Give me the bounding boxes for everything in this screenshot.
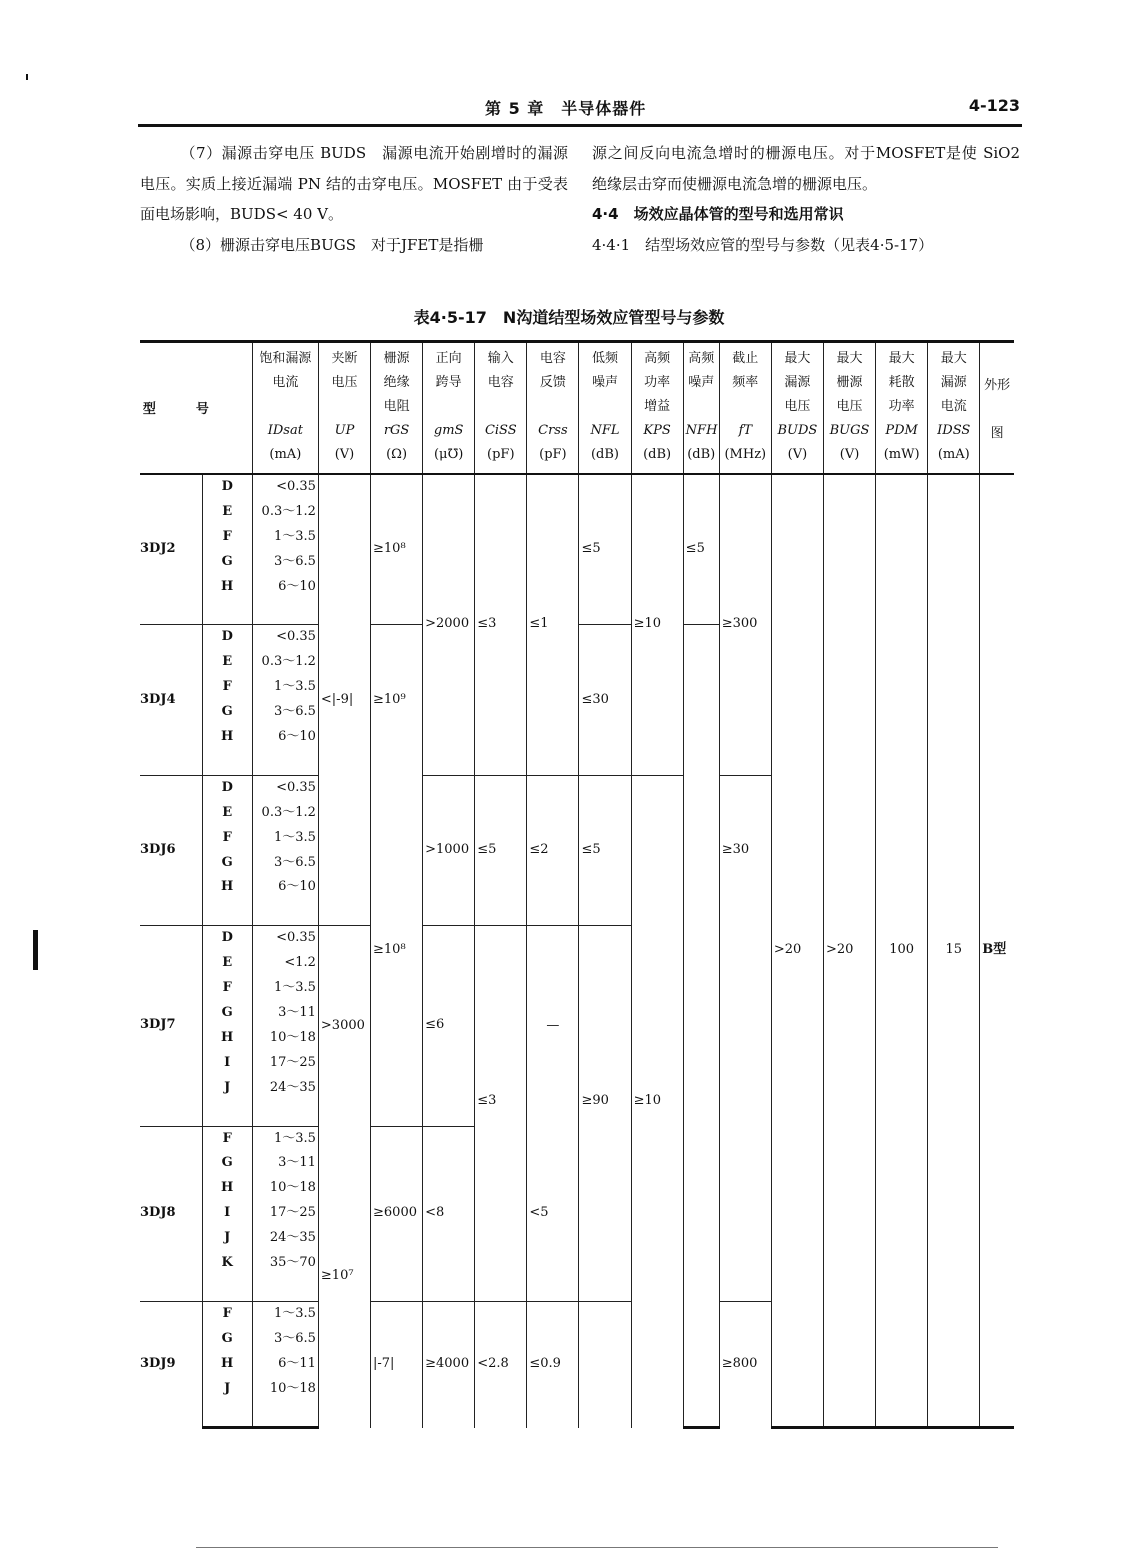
h-line: 最大 [836,351,863,366]
h-line: 绝缘 [383,375,410,390]
h-line: IDsat [267,423,303,438]
header-bugs [823,342,875,475]
table-title: 表4·5-17 N沟道结型场效应管型号与参数 [413,308,725,327]
ciss-value: <8 [423,1126,475,1301]
nfl-blank [579,1301,631,1428]
header-up [318,342,370,475]
h-line: 功率 [888,399,915,414]
section-heading-4-4: 4·4 场效应晶体管的型号和选用常识 [592,205,844,223]
crss-value: ≤1 [527,474,579,775]
h-line: 反馈 [539,375,566,390]
kps-value: ≥10 [631,474,683,775]
grade: K [202,1251,252,1276]
crss-value: ≤2 [527,775,579,925]
idsat: 17～25 [252,1051,318,1076]
h-line: PDM [885,423,918,438]
h-line: 高频 [688,351,715,366]
header-pdm [876,342,928,475]
idsat: <0.35 [252,625,318,650]
ciss-value: <2.8 [475,1301,527,1428]
nfl-value: <5 [527,1126,579,1301]
idsat: 0.3～1.2 [252,801,318,826]
idsat: 10～18 [252,1377,318,1402]
grade: J [202,1226,252,1251]
rgs-value: ≥10⁷ [318,1126,370,1428]
idsat: 6～10 [252,575,318,600]
grade: D [202,625,252,650]
nfl-value: ≤30 [579,625,631,775]
grade: D [202,775,252,800]
h-line: (pF) [539,447,567,462]
h-line: 电阻 [383,399,410,414]
grade: H [202,1352,252,1377]
nfh-blank [683,775,719,1428]
idsat: 1～3.5 [252,1301,318,1326]
nfl-value: ≤5 [579,775,631,925]
grade: H [202,725,252,750]
h-line: (V) [787,447,808,462]
scan-speck [26,74,28,80]
grade-spacer [202,1276,252,1301]
h-line: (dB) [687,447,716,462]
rgs-value: ≥10⁹ [371,625,423,775]
chapter-title: 第 5 章 半导体器件 [485,99,647,118]
h-line: KPS [643,423,671,438]
h-line: (mA) [269,447,302,462]
grade: F [202,525,252,550]
idsat: <0.35 [252,926,318,951]
h-line: 高频 [644,351,671,366]
h-line: NFH [685,423,718,438]
model-3DJ4: 3DJ4 [140,625,202,775]
shape-value: B型 [980,474,1014,1428]
idsat: 3～6.5 [252,1327,318,1352]
crss-value: ≤3 [475,926,527,1276]
up-value: |-7| [371,1301,423,1428]
idsat: 3～11 [252,1001,318,1026]
model-3DJ2: 3DJ2 [140,474,202,625]
idsat: 1～3.5 [252,675,318,700]
grade: G [202,1001,252,1026]
h-line: (dB) [590,447,620,462]
grade: F [202,1126,252,1151]
grade: F [202,675,252,700]
grade: E [202,500,252,525]
grade: E [202,951,252,976]
h-line: 跨导 [435,375,462,390]
up-value: <|-9| [318,474,370,926]
header-rgs [371,342,423,475]
idsat: 6～11 [252,1352,318,1377]
ft-value: ≥800 [719,1301,771,1428]
h-line: 最大 [888,351,915,366]
h-line: NFL [590,423,620,438]
grade: E [202,650,252,675]
scan-bottom-line [196,1547,998,1548]
paragraph-7: （7）漏源击穿电压 BUDS 漏源电流开始剧增时的漏源电压。实质上接近漏端 PN 结的击穿电压。MOSFET 由于受表面电场影响，BUDS< 40 V。 [140,144,568,223]
h-line: 正向 [435,351,462,366]
h-line: 电容 [539,351,566,366]
h-line: 电流 [940,399,967,414]
model-3DJ9: 3DJ9 [140,1301,202,1428]
paragraph-8: （8）栅源击穿电压BUGS 对于JFET是指栅 [180,235,484,254]
h-line: 噪声 [688,375,715,390]
ft-value: ≥30 [719,775,771,925]
idsat-spacer [252,1276,318,1301]
grade: H [202,1026,252,1051]
pdm-value: 100 [876,474,928,1428]
h-line: BUDS [777,423,818,438]
h-line: 饱和漏源 [259,351,312,366]
h-line: (V) [839,447,860,462]
idsat: <0.35 [252,474,318,500]
h-line: 频率 [732,375,759,390]
h-line: Crss [538,423,568,438]
idss-value: 15 [928,474,980,1428]
grade-spacer [202,750,252,775]
h-line: 增益 [644,399,671,414]
header-nfh [683,342,719,475]
page-header [140,96,1020,124]
jfet-spec-table [140,340,1014,1429]
h-line: 耗散 [888,375,915,390]
nfh-value [683,625,719,775]
idsat: 0.3～1.2 [252,650,318,675]
h-line: (V) [334,447,355,462]
crss-value: ≤0.9 [527,1301,579,1428]
idsat-spacer [252,600,318,625]
h-line: (MHz) [724,447,767,462]
h-line: (mW) [883,447,920,462]
h-line: 最大 [940,351,967,366]
grade: J [202,1076,252,1101]
h-line: 输入 [487,351,514,366]
idsat: 17～25 [252,1201,318,1226]
gms-value: >3000 [318,926,370,1126]
h-line: (dB) [643,447,672,462]
h-line: 最大 [784,351,811,366]
header-nfl [579,342,631,475]
h-line: 低频 [592,351,619,366]
h-line: 漏源 [940,375,967,390]
idsat-spacer [252,750,318,775]
h-line: fT [738,423,753,438]
grade-spacer [202,600,252,625]
h-line: (μ℧) [433,447,464,462]
right-column [592,138,1020,260]
ft-value: ≥90 [579,926,631,1276]
h-line: (pF) [487,447,515,462]
idsat: 24～35 [252,1076,318,1101]
kps-value: ≥10 [631,775,683,1428]
grade: F [202,1301,252,1326]
grade: H [202,875,252,900]
header-ft [719,342,771,475]
h-line: 电流 [272,375,299,390]
buds-value: >20 [771,474,823,1428]
rgs-value: ≥10⁸ [371,474,423,625]
h-line: (Ω) [386,447,408,462]
model-3DJ6: 3DJ6 [140,775,202,925]
gms-value: >1000 [423,775,475,925]
grade: I [202,1201,252,1226]
idsat-spacer [252,1401,318,1427]
h-line: 功率 [644,375,671,390]
nfh-value: ≤5 [683,474,719,625]
gms-value: >2000 [423,474,475,775]
page-number: 4-123 [968,96,1020,115]
h-line: CiSS [484,423,517,438]
idsat: <0.35 [252,775,318,800]
header-gms [423,342,475,475]
idsat: 3～6.5 [252,550,318,575]
ciss-value: ≤3 [475,474,527,775]
nfl-value: — [527,926,579,1126]
h-line: 外形 [984,378,1011,393]
bugs-value: >20 [823,474,875,1428]
grade-spacer [202,1401,252,1427]
grade: G [202,550,252,575]
idsat-spacer [252,900,318,925]
h-line: UP [334,423,355,438]
h-line: 漏源 [784,375,811,390]
h-line: 栅源 [836,375,863,390]
idsat: 35～70 [252,1251,318,1276]
subsection-heading-4-4-1: 4·4·1 结型场效应管的型号与参数（见表4·5-17） [592,235,934,254]
header-crss [527,342,579,475]
idsat: 3～6.5 [252,700,318,725]
grade: D [202,926,252,951]
idsat: 3～11 [252,1151,318,1176]
table-header-row [140,342,1014,475]
header-idsat [252,342,318,475]
ciss-value: ≤5 [475,775,527,925]
header-ciss [475,342,527,475]
grade: G [202,1151,252,1176]
nfl-value: ≤5 [579,474,631,625]
idsat: 1～3.5 [252,826,318,851]
grade-spacer [202,900,252,925]
table-row [140,474,1014,500]
grade-spacer [202,1101,252,1126]
grade: F [202,826,252,851]
grade: F [202,976,252,1001]
header-idss [928,342,980,475]
grade: G [202,1327,252,1352]
h-line: 夹断 [331,351,358,366]
idsat: 1～3.5 [252,976,318,1001]
h-line: 栅源 [383,351,410,366]
idsat: 1～3.5 [252,1126,318,1151]
h-line: 电压 [836,399,863,414]
idsat: 6～10 [252,875,318,900]
ciss-value: ≤6 [423,926,475,1126]
idsat: <1.2 [252,951,318,976]
h-line: rGS [383,423,410,438]
h-line: IDSS [937,423,971,438]
grade: G [202,851,252,876]
idsat: 0.3～1.2 [252,500,318,525]
header-rule [138,124,1022,127]
grade: H [202,1176,252,1201]
idsat-spacer [252,1101,318,1126]
header-buds [771,342,823,475]
grade: H [202,575,252,600]
h-line: 截止 [732,351,759,366]
h-line: 电压 [331,375,358,390]
header-kps [631,342,683,475]
h-line: 电容 [487,375,514,390]
header-shape [980,342,1014,475]
grade: J [202,1377,252,1402]
scan-speck [33,930,38,970]
h-line: gmS [433,423,464,438]
idsat: 10～18 [252,1176,318,1201]
idsat: 3～6.5 [252,851,318,876]
rgs-value: ≥10⁸ [371,775,423,1126]
idsat: 6～10 [252,725,318,750]
h-line: 图 [990,426,1004,441]
h-line: (mA) [937,447,970,462]
gms-value: ≥4000 [423,1301,475,1428]
gms-value: ≥6000 [371,1126,423,1301]
grade: I [202,1051,252,1076]
paragraph-8-cont: 源之间反向电流急增时的栅源电压。对于MOSFET是使 SiO2 绝缘层击穿而使栅源电流急增的栅源电压。 [592,144,1020,193]
idsat: 1～3.5 [252,525,318,550]
left-column [140,138,568,260]
h-line: 电压 [784,399,811,414]
grade: G [202,700,252,725]
ft-value: ≥300 [719,474,771,775]
grade: D [202,474,252,500]
model-3DJ8: 3DJ8 [140,1126,202,1301]
h-line: BUGS [829,423,870,438]
grade: E [202,801,252,826]
header-model: 型号 [140,342,252,475]
model-3DJ7: 3DJ7 [140,926,202,1126]
idsat: 10～18 [252,1026,318,1051]
idsat: 24～35 [252,1226,318,1251]
h-line: 噪声 [592,375,619,390]
